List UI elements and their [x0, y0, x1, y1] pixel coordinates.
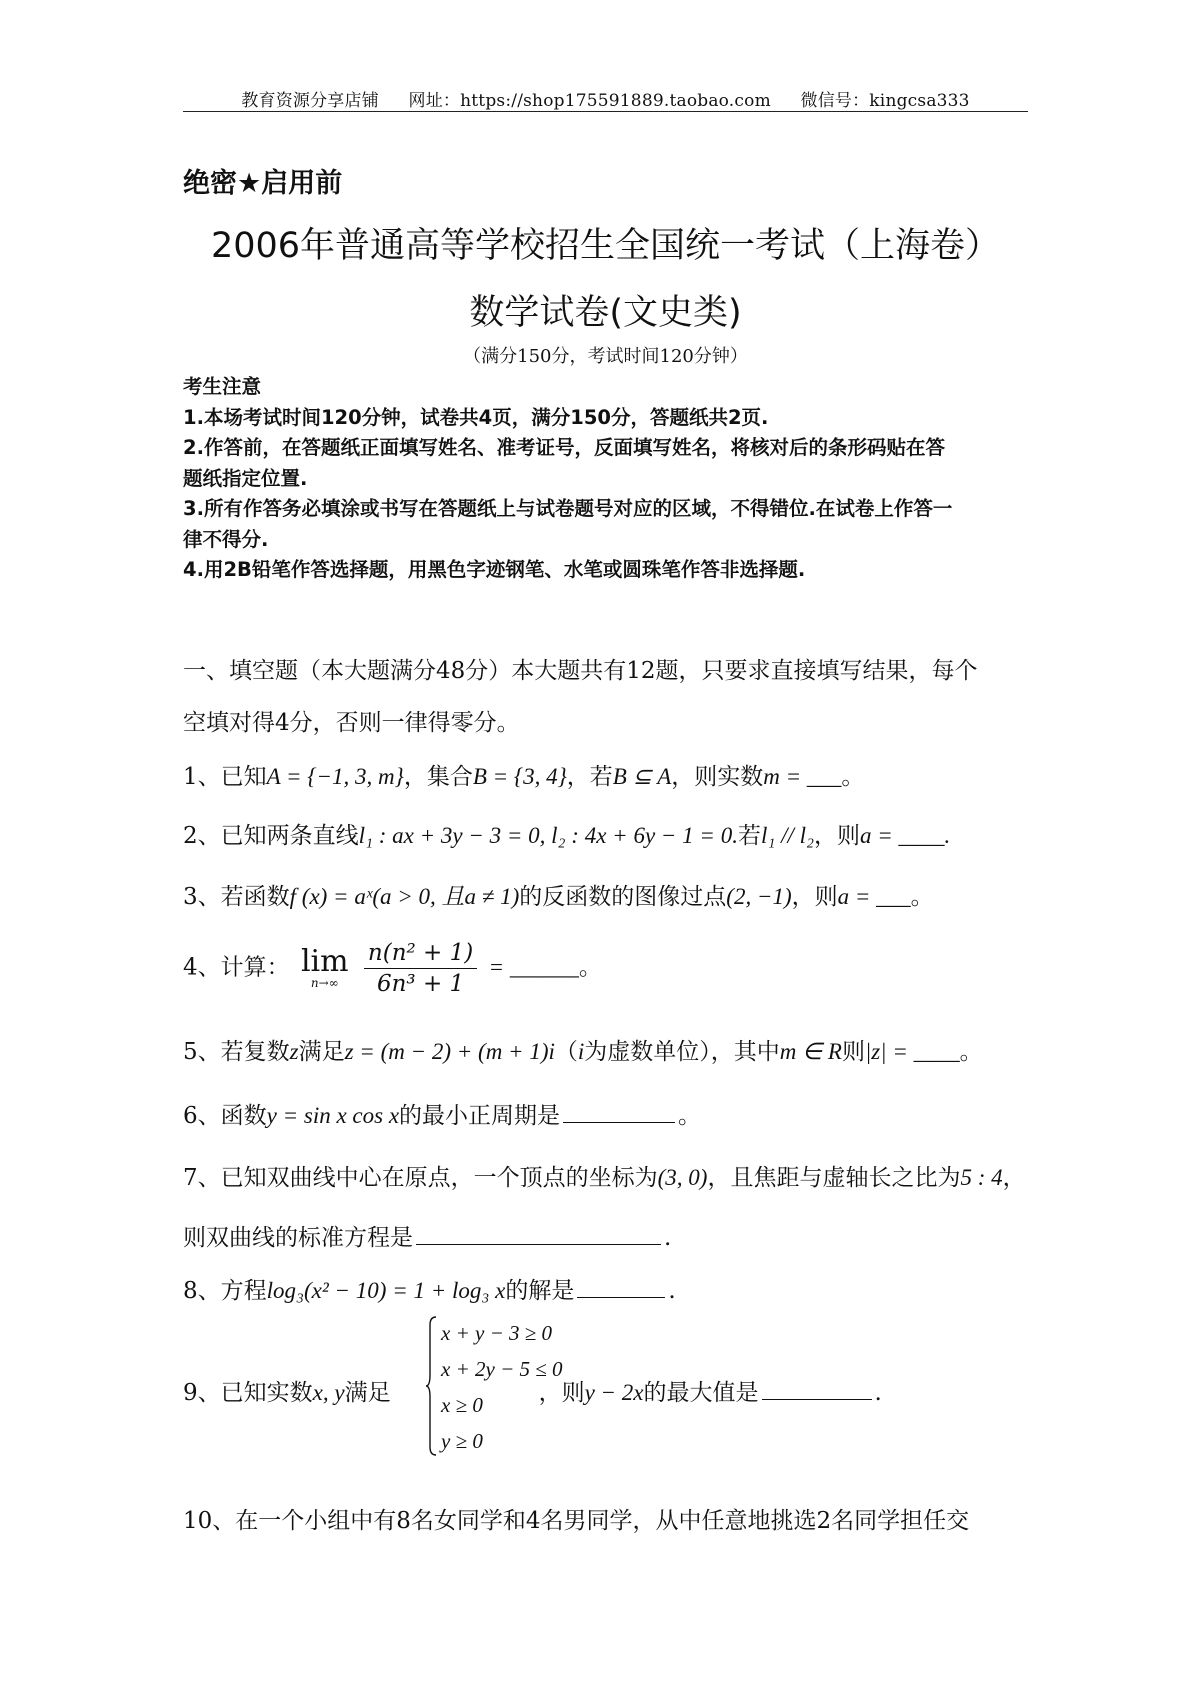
q-math: x, y [312, 1380, 345, 1405]
q-text: 2、已知两条直线 [183, 823, 359, 849]
q-math: m ∈ R [779, 1039, 842, 1064]
q-math: z [289, 1039, 299, 1064]
question-2 [183, 817, 1043, 850]
q-text: . [664, 1225, 672, 1251]
q-text: 10、在一个小组中有8名女同学和4名男同学，从中任意地挑选2名同学担任交 [183, 1508, 970, 1534]
q-text: 8、方程 [183, 1278, 267, 1304]
answer-blank: |z| = ____ [864, 1039, 960, 1064]
header-rule [183, 111, 1028, 112]
q-math: A = {−1, 3, m} [266, 764, 404, 789]
limit-fraction [364, 940, 477, 997]
section-line: 空填对得4分，否则一律得零分。 [183, 710, 520, 736]
q-text: ，且焦距与虚轴长之比为 [707, 1165, 961, 1191]
question-4 [183, 940, 1043, 997]
q-text: 4、计算： [183, 954, 290, 981]
q-math: y − 2x [584, 1380, 644, 1405]
answer-blank: a = ___ [837, 884, 911, 909]
q-math: (3, 0) [657, 1165, 708, 1190]
q-text: . [874, 1380, 882, 1406]
fraction-denominator: 6n³ + 1 [376, 971, 465, 997]
q-text: ，集合 [403, 764, 473, 790]
q-math: l₁ // l₂ [760, 823, 815, 848]
q-text: ，则 [538, 1380, 585, 1406]
inequality-lines [441, 1315, 563, 1459]
q-text: 。 [959, 1039, 983, 1065]
notes-item: 3.所有作答务必填涂或书写在答题纸上与试卷题号对应的区域，不得错位.在试卷上作答一 [183, 497, 953, 520]
candidate-notes [183, 372, 1028, 586]
q-text: 的反函数的图像过点 [519, 884, 727, 910]
exam-title: 2006年普通高等学校招生全国统一考试（上海卷） [210, 226, 1001, 266]
exam-subtitle: 数学试卷(文史类) [469, 293, 742, 333]
q-text: 1、已知 [183, 764, 267, 790]
q-math: B = {3, 4} [472, 764, 567, 789]
q-math: f (x) = aˣ(a > 0, 且a ≠ 1) [289, 884, 520, 909]
q-text: 。 [910, 884, 934, 910]
answer-blank [563, 1121, 675, 1123]
q-text: ，则 [814, 823, 861, 849]
question-9 [183, 1374, 1043, 1407]
limit-operator [300, 943, 349, 990]
q-text: 。 [841, 764, 865, 790]
limit-subscript: n→∞ [310, 975, 339, 990]
question-3 [183, 878, 1043, 911]
q-text: 满足 [344, 1380, 391, 1406]
q-text: ， [1002, 1165, 1026, 1191]
secret-label: 绝密★启用前 [183, 168, 343, 199]
q-text: ，若 [566, 764, 613, 790]
page-header [183, 86, 1028, 111]
q-text: 若 [737, 823, 761, 849]
q-text: 的最大值是 [643, 1380, 759, 1406]
q-text: 的解是 [505, 1278, 575, 1304]
notes-item: 律不得分. [183, 527, 269, 551]
q-math: z = (m − 2) + (m + 1)i [344, 1039, 555, 1064]
q-text: 5、若复数 [183, 1039, 290, 1065]
inequality: x + 2y − 5 ≤ 0 [441, 1357, 563, 1381]
notes-heading: 考生注意 [183, 375, 262, 398]
q-text: 为虚数单位），其中 [584, 1039, 780, 1065]
question-7-cont [183, 1219, 1043, 1252]
q-text: 则双曲线的标准方程是 [183, 1225, 413, 1251]
notes-item: 4.用2B铅笔作答选择题，用黑色字迹钢笔、水笔或圆珠笔作答非选择题. [183, 558, 806, 581]
q-text: 6、函数 [183, 1103, 267, 1129]
q-text: 的最小正周期是 [399, 1103, 561, 1129]
q-math: l₁ : ax + 3y − 3 = 0, l₂ : 4x + 6y − 1 = 0. [358, 823, 738, 848]
q-math: 5 : 4 [960, 1165, 1003, 1190]
q-text: 3、若函数 [183, 884, 290, 910]
q-text: 满足 [298, 1039, 345, 1065]
inequality: y ≥ 0 [441, 1429, 483, 1453]
question-6 [183, 1097, 1043, 1130]
answer-blank [416, 1243, 661, 1245]
section-one-intro [183, 645, 1028, 749]
question-10 [183, 1502, 1043, 1535]
question-5 [183, 1033, 1043, 1066]
q-text: ，则 [791, 884, 838, 910]
fraction-numerator: n(n² + 1) [364, 940, 477, 969]
q-text: 。 [578, 954, 602, 981]
q-text: 则 [841, 1039, 865, 1065]
header-wechat: 微信号：kingcsa333 [800, 91, 970, 111]
answer-blank [577, 1296, 665, 1298]
notes-item: 2.作答前，在答题纸正面填写姓名、准考证号，反面填写姓名，将核对后的条形码贴在答 [183, 436, 945, 459]
answer-blank: m = ___ [763, 764, 842, 789]
q-text: （ [554, 1039, 578, 1065]
exam-meta: （满分150分，考试时间120分钟） [463, 346, 748, 367]
q-math: (2, −1) [726, 884, 792, 909]
answer-blank: = ______ [488, 954, 579, 980]
q-math: i [577, 1039, 585, 1064]
header-url: 网址：https://shop175591889.taobao.com [408, 91, 771, 111]
question-8 [183, 1272, 1043, 1305]
inequality: x + y − 3 ≥ 0 [441, 1321, 553, 1345]
left-brace-icon [425, 1315, 437, 1457]
answer-blank: a = ____. [860, 823, 951, 848]
notes-item: 题纸指定位置. [183, 466, 308, 490]
q-text: . [668, 1278, 676, 1304]
q-math: log₃(x² − 10) = 1 + log₃ x [266, 1278, 506, 1303]
question-7 [183, 1159, 1043, 1192]
header-shop: 教育资源分享店铺 [241, 91, 379, 111]
section-line: 一、填空题（本大题满分48分）本大题共有12题，只要求直接填写结果，每个 [183, 658, 978, 684]
question-1 [183, 758, 1043, 791]
notes-item: 1.本场考试时间120分钟，试卷共4页，满分150分，答题纸共2页. [183, 405, 769, 429]
q-text: 7、已知双曲线中心在原点，一个顶点的坐标为 [183, 1165, 658, 1191]
q-text: 。 [678, 1103, 702, 1129]
q-text: 9、已知实数 [183, 1380, 313, 1406]
q-math: B ⊆ A [612, 764, 672, 789]
q-text: ，则实数 [671, 764, 764, 790]
answer-blank [762, 1398, 872, 1400]
inequality: x ≥ 0 [441, 1393, 483, 1417]
q-math: y = sin x cos x [266, 1103, 400, 1128]
limit-symbol: lim [300, 943, 349, 979]
